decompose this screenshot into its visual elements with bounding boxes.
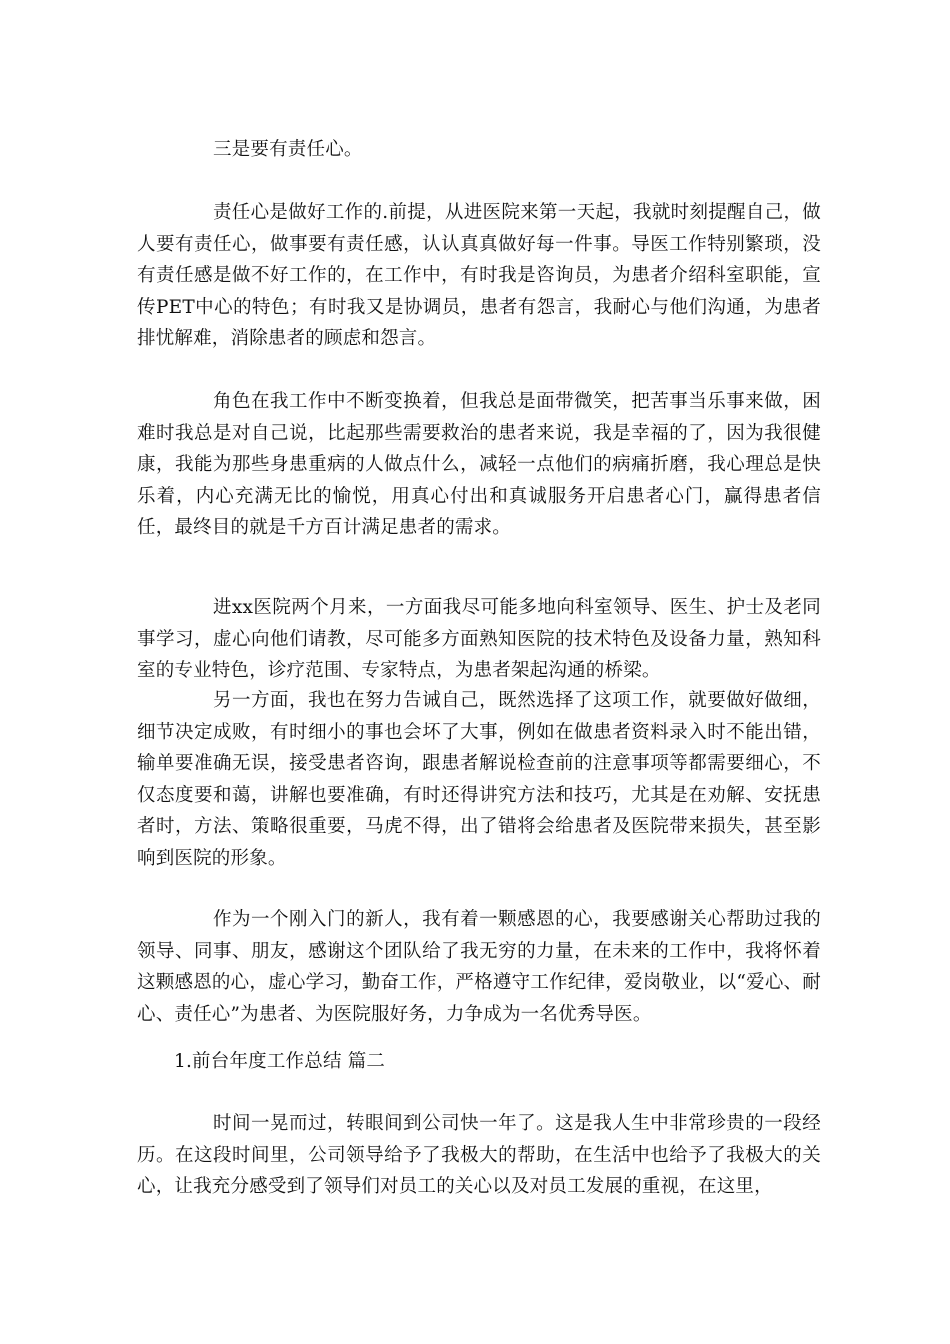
- paragraph-responsibility: 责任心是做好工作的.前提，从进医院来第一天起，我就时刻提醒自己，做人要有责任心，做事要有责任感，认认真真做好每一件事。导医工作特别繁琐，没有责任感是做不好工作的，在工作中，有时我是咨询员，为患者介绍科室职能，宣传PET中心的特色；有时我又是协调员，患者有怨言，我耐心与他们沟通，为患者排忧解难，消除患者的顾虑和怨言。: [137, 202, 821, 350]
- paragraph-role-change: 角色在我工作中不断变换着，但我总是面带微笑，把苦事当乐事来做，困难时我总是对自己说，比起那些需要救治的患者来说，我是幸福的了，因为我很健康，我能为那些身患重病的人做点什么，减轻一点他们的病痛折磨，我心理总是快乐着，内心充满无比的愉悦，用真心付出和真诚服务开启患者心门，赢得患者信任，最终目的就是千方百计满足患者的需求。: [137, 391, 821, 539]
- paragraph-responsibility-title: 三是要有责任心。: [213, 139, 363, 160]
- paragraph-time-flies: 时间一晃而过，转眼间到公司快一年了。这是我人生中非常珍贵的一段经历。在这段时间里，公司领导给予了我极大的帮助，在生活中也给予了我极大的关心，让我充分感受到了领导们对员工的关心以及对员工发展的重视，在这里，: [137, 1113, 821, 1198]
- paragraph-gratitude: 作为一个刚入门的新人，我有着一颗感恩的心，我要感谢关心帮助过我的领导、同事、朋友，感谢这个团队给了我无穷的力量，在未来的工作中，我将怀着这颗感恩的心，虚心学习，勤奋工作，严格遵守工作纪律，爱岗敬业，以“爱心、耐心、责任心”为患者、为医院服好务，力争成为一名优秀导医。: [137, 909, 821, 1025]
- paragraph-attention-to-detail: 另一方面，我也在努力告诫自己，既然选择了这项工作，就要做好做细，细节决定成败，有时细小的事也会坏了大事，例如在做患者资料录入时不能出错，输单要准确无误，接受患者咨询，跟患者解说检查前的注意事项等都需要细心，不仅态度要和蔼，讲解也要准确，有时还得讲究方法和技巧，尤其是在劝解、安抚患者时，方法、策略很重要，马虎不得，出了错将会给患者及医院带来损失，甚至影响到医院的形象。: [137, 690, 821, 869]
- paragraph-learning: 进xx医院两个月来，一方面我尽可能多地向科室领导、医生、护士及老同事学习，虚心向他们请教，尽可能多方面熟知医院的技术特色及设备力量，熟知科室的专业特色，诊疗范围、专家特点，为患者架起沟通的桥梁。: [137, 597, 821, 682]
- section-heading: 1.前台年度工作总结 篇二: [174, 1051, 386, 1072]
